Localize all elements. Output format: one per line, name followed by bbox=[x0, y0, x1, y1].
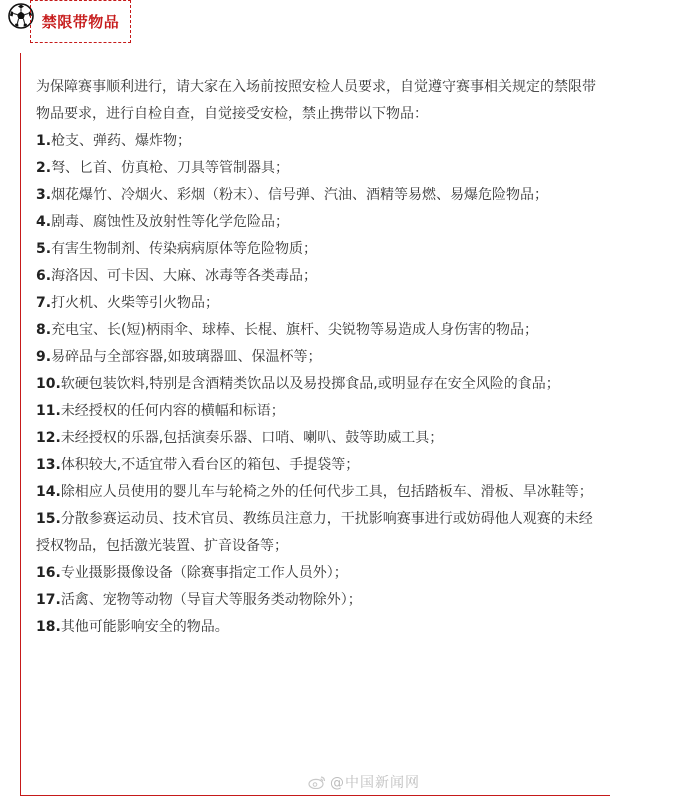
section-title: 禁限带物品 bbox=[41, 13, 120, 31]
item-number: 8. bbox=[36, 322, 52, 338]
item-text: 分散参赛运动员、技术官员、教练员注意力，干扰影响赛事进行或妨碍他人观赛的未经授权物品，包括激光装置、扩音设备等； bbox=[36, 511, 593, 554]
list-item bbox=[36, 155, 598, 182]
item-number: 12. bbox=[36, 430, 61, 446]
list-item bbox=[36, 560, 598, 587]
list-item bbox=[36, 317, 598, 344]
item-text: 专业摄影摄像设备（除赛事指定工作人员外）； bbox=[60, 565, 348, 581]
item-number: 10. bbox=[36, 376, 61, 392]
list-item bbox=[36, 371, 598, 398]
item-number: 5. bbox=[36, 241, 52, 257]
left-border-line bbox=[20, 53, 21, 795]
item-text: 易碎品与全部容器,如玻璃器皿、保温杯等； bbox=[51, 349, 322, 365]
item-text: 活禽、宠物等动物（导盲犬等服务类动物除外）； bbox=[60, 592, 362, 608]
section-title-box bbox=[30, 0, 131, 43]
intro-paragraph: 为保障赛事顺利进行，请大家在入场前按照安检人员要求，自觉遵守赛事相关规定的禁限带物品要求，进行自检自查，自觉接受安检，禁止携带以下物品： bbox=[36, 79, 596, 122]
article-body bbox=[36, 74, 598, 641]
item-number: 18. bbox=[36, 619, 61, 635]
list-item bbox=[36, 344, 598, 371]
list-item bbox=[36, 263, 598, 290]
item-number: 9. bbox=[36, 349, 52, 365]
item-text: 打火机、火柴等引火物品； bbox=[51, 295, 220, 311]
item-number: 11. bbox=[36, 403, 61, 419]
source-watermark bbox=[308, 772, 420, 792]
item-text: 其他可能影响安全的物品。 bbox=[60, 619, 229, 635]
watermark-text: @中国新闻网 bbox=[330, 775, 420, 791]
list-item bbox=[36, 209, 598, 236]
list-item bbox=[36, 236, 598, 263]
item-number: 3. bbox=[36, 187, 52, 203]
list-item bbox=[36, 614, 598, 641]
prohibited-items-list bbox=[36, 128, 598, 641]
list-item bbox=[36, 398, 598, 425]
list-item bbox=[36, 479, 598, 506]
list-item bbox=[36, 587, 598, 614]
weibo-icon bbox=[308, 775, 326, 789]
list-item bbox=[36, 506, 598, 560]
item-number: 14. bbox=[36, 484, 61, 500]
list-item bbox=[36, 182, 598, 209]
bottom-border-line bbox=[20, 795, 610, 796]
item-number: 1. bbox=[36, 133, 52, 149]
item-text: 充电宝、长(短)柄雨伞、球棒、长棍、旗杆、尖锐物等易造成人身伤害的物品； bbox=[51, 322, 538, 338]
item-text: 除相应人员使用的婴儿车与轮椅之外的任何代步工具，包括踏板车、滑板、旱冰鞋等； bbox=[60, 484, 593, 500]
list-item bbox=[36, 452, 598, 479]
item-text: 有害生物制剂、传染病病原体等危险物质； bbox=[51, 241, 318, 257]
item-text: 弩、匕首、仿真枪、刀具等管制器具； bbox=[51, 160, 290, 176]
item-number: 13. bbox=[36, 457, 61, 473]
list-item bbox=[36, 128, 598, 155]
item-text: 未经授权的任何内容的横幅和标语； bbox=[60, 403, 285, 419]
item-number: 6. bbox=[36, 268, 52, 284]
item-text: 体积较大,不适宜带入看台区的箱包、手提袋等； bbox=[60, 457, 360, 473]
item-text: 软硬包装饮料,特别是含酒精类饮品以及易投掷食品,或明显存在安全风险的食品； bbox=[60, 376, 560, 392]
item-text: 枪支、弹药、爆炸物； bbox=[51, 133, 192, 149]
item-text: 海洛因、可卡因、大麻、冰毒等各类毒品； bbox=[51, 268, 318, 284]
item-number: 15. bbox=[36, 511, 61, 527]
item-text: 烟花爆竹、冷烟火、彩烟（粉末）、信号弹、汽油、酒精等易燃、易爆危险物品； bbox=[51, 187, 549, 203]
item-text: 剧毒、腐蚀性及放射性等化学危险品； bbox=[51, 214, 290, 230]
item-number: 4. bbox=[36, 214, 52, 230]
list-item bbox=[36, 290, 598, 317]
item-number: 7. bbox=[36, 295, 52, 311]
item-number: 17. bbox=[36, 592, 61, 608]
item-number: 16. bbox=[36, 565, 61, 581]
list-item bbox=[36, 425, 598, 452]
item-number: 2. bbox=[36, 160, 52, 176]
item-text: 未经授权的乐器,包括演奏乐器、口哨、喇叭、鼓等助威工具； bbox=[60, 430, 444, 446]
